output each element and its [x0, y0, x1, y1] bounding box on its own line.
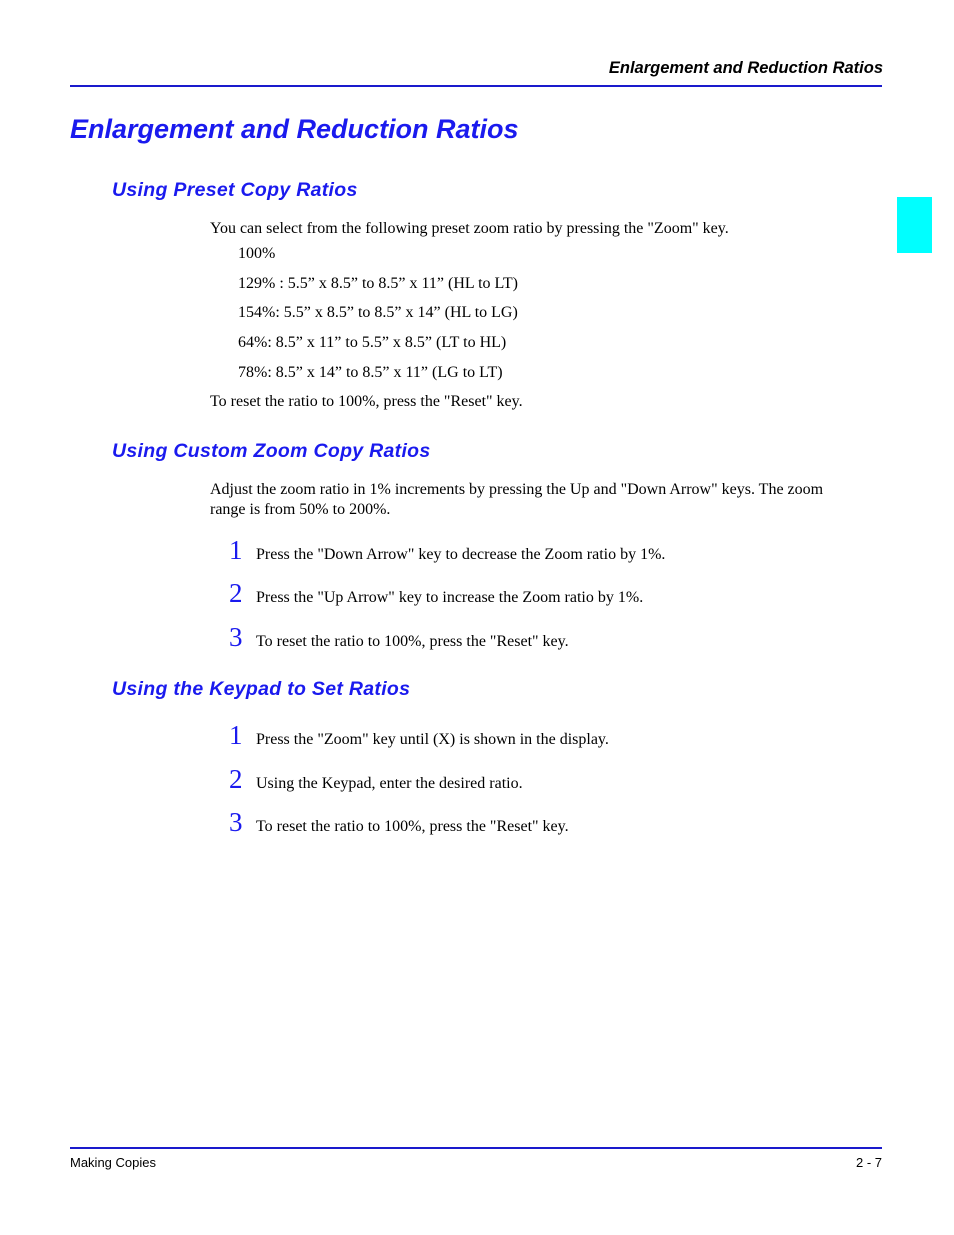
step-number: 1 — [229, 720, 243, 750]
step-text: To reset the ratio to 100%, press the "Reset" key. — [256, 818, 569, 835]
custom-step-1 — [229, 536, 665, 565]
page-title: Enlargement and Reduction Ratios — [70, 114, 519, 144]
keypad-step-3 — [229, 808, 569, 837]
preset-intro-text: You can select from the following preset zoom ratio by pressing the "Zoom" key. — [210, 220, 729, 237]
step-text: Press the "Up Arrow" key to increase the Zoom ratio by 1%. — [256, 589, 644, 606]
step-number: 3 — [229, 807, 243, 837]
preset-ratio-item: 78%: 8.5” x 14” to 8.5” x 11” (LG to LT) — [238, 364, 503, 381]
keypad-step-1 — [229, 721, 609, 750]
preset-ratio-item: 154%: 5.5” x 8.5” to 8.5” x 14” (HL to LG) — [238, 304, 518, 321]
running-header-title: Enlargement and Reduction Ratios — [608, 59, 883, 77]
footer-chapter-name: Making Copies — [70, 1155, 156, 1170]
step-number: 2 — [229, 578, 243, 608]
section-heading-preset: Using Preset Copy Ratios — [112, 179, 358, 201]
preset-ratio-item: 100% — [238, 245, 276, 262]
preset-ratio-item: 64%: 8.5” x 11” to 5.5” x 8.5” (LT to HL) — [238, 334, 507, 351]
custom-step-3 — [229, 623, 569, 652]
chapter-tab-marker — [897, 197, 932, 253]
section-heading-custom-zoom: Using Custom Zoom Copy Ratios — [112, 440, 431, 462]
step-text: To reset the ratio to 100%, press the "Reset" key. — [256, 633, 569, 650]
step-number: 3 — [229, 622, 243, 652]
custom-step-2 — [229, 579, 643, 608]
step-number: 2 — [229, 764, 243, 794]
footer-page-number: 2 - 7 — [855, 1155, 882, 1170]
footer-divider — [70, 1147, 882, 1149]
header-divider — [70, 85, 882, 87]
step-text: Press the "Down Arrow" key to decrease the Zoom ratio by 1%. — [256, 546, 666, 563]
step-text: Press the "Zoom" key until (X) is shown in the display. — [256, 731, 609, 748]
custom-zoom-intro-text: Adjust the zoom ratio in 1% increments by pressing the Up and "Down Arrow" keys. The zoom range is from 50% to 200%. — [210, 481, 824, 518]
keypad-step-2 — [229, 765, 523, 794]
section-heading-keypad: Using the Keypad to Set Ratios — [112, 678, 411, 700]
step-text: Using the Keypad, enter the desired ratio. — [256, 775, 523, 792]
preset-ratio-item: 129% : 5.5” x 8.5” to 8.5” x 11” (HL to LT) — [238, 275, 518, 292]
preset-reset-note: To reset the ratio to 100%, press the "Reset" key. — [210, 393, 523, 410]
step-number: 1 — [229, 535, 243, 565]
